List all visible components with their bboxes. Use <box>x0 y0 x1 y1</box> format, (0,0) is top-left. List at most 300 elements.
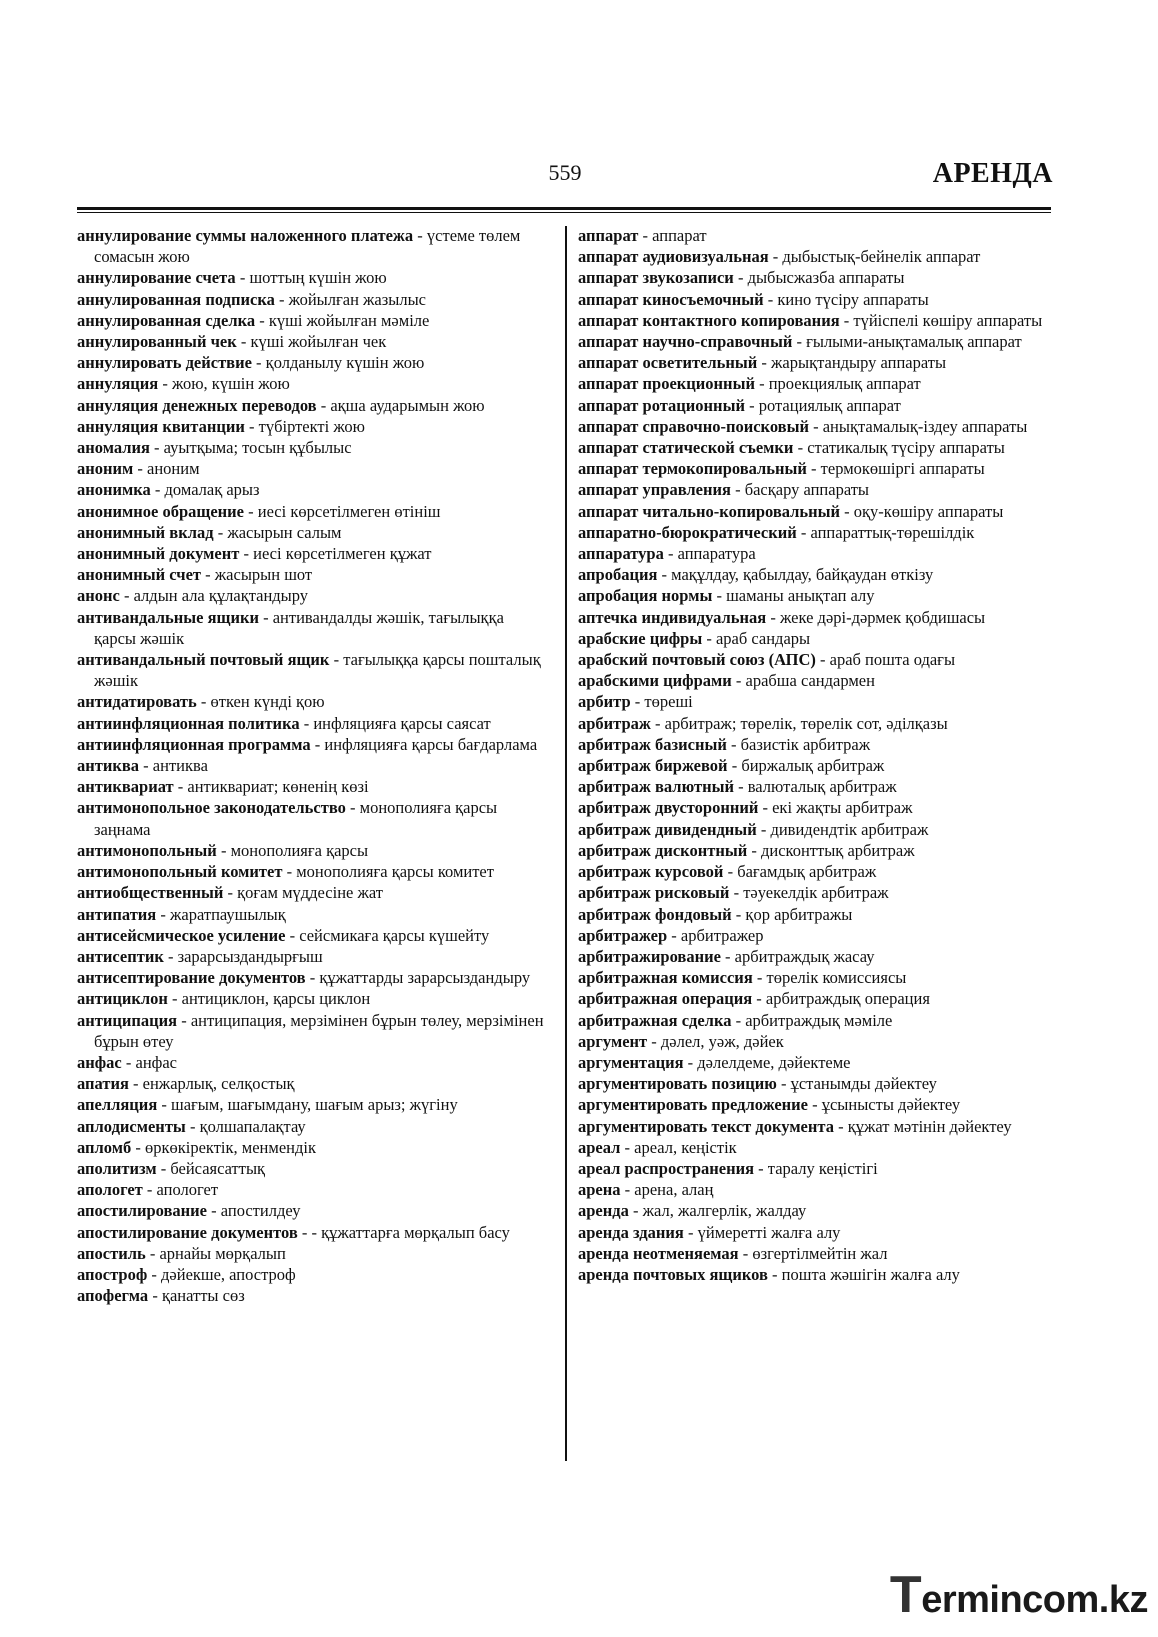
entry-definition: күші жойылған чек <box>250 332 387 352</box>
dictionary-entry <box>77 1264 547 1285</box>
dictionary-entry <box>578 670 1053 691</box>
dictionary-entry <box>578 713 1053 734</box>
entry-term: антисептирование документов <box>77 968 306 988</box>
entry-separator: - <box>630 692 645 712</box>
dictionary-entry <box>77 691 547 712</box>
entry-term: ареал <box>578 1137 621 1157</box>
entry-definition: арбитраж; төрелік, төрелік сот, әділқазы <box>664 713 948 733</box>
entry-separator: - <box>793 438 808 458</box>
dictionary-entry <box>77 1010 547 1052</box>
entry-definition: ауытқыма; тосын құбылыс <box>163 438 352 458</box>
entry-definition: антиква <box>152 756 208 776</box>
entry-term: арабские цифры <box>578 628 703 648</box>
dictionary-entry <box>578 458 1053 479</box>
dictionary-entry <box>77 797 547 839</box>
entry-term: апостроф <box>77 1264 148 1284</box>
entry-definition: оқу-көшіру аппараты <box>853 501 1004 521</box>
entry-term: апостилирование <box>77 1201 208 1221</box>
dictionary-entry <box>77 501 547 522</box>
dictionary-entry <box>77 267 547 288</box>
entry-term: антиквариат <box>77 777 174 797</box>
entry-term: арбитраж дисконтный <box>578 840 748 860</box>
entry-term: арбитражная сделка <box>578 1010 732 1030</box>
dictionary-entry <box>77 1179 547 1200</box>
entry-term: аппарат <box>578 226 639 245</box>
entry-definition: термокөшіргі аппараты <box>820 459 985 479</box>
entry-separator: - <box>815 650 830 670</box>
entry-separator: - <box>712 586 727 606</box>
entry-term: антивандальные ящики <box>77 607 259 627</box>
entry-definition: аппарат <box>652 226 707 245</box>
dictionary-entry <box>77 840 547 861</box>
entry-separator: - <box>731 1010 746 1030</box>
entry-definition: монополияға қарсы заңнама <box>94 798 498 839</box>
entry-term: аппарат управления <box>578 480 731 500</box>
entry-definition: жою, күшін жою <box>171 374 290 394</box>
entry-term: арбитраж базисный <box>578 734 727 754</box>
dictionary-entry <box>77 437 547 458</box>
entry-definition: иесі көрсетілмеген құжат <box>253 544 432 564</box>
entry-term: аппарат ротационный <box>578 395 745 415</box>
dictionary-entry <box>578 946 1053 967</box>
dictionary-entry <box>77 289 547 310</box>
entry-definition: қанатты сөз <box>161 1286 245 1306</box>
entry-definition: ғылыми-анықтамалық аппарат <box>806 332 1022 352</box>
entry-term: арбитраж <box>578 713 651 733</box>
entry-term: антипатия <box>77 904 157 924</box>
entry-separator: - <box>657 565 672 585</box>
entry-separator: - <box>752 989 766 1009</box>
entry-term: арбитражная комиссия <box>578 968 753 988</box>
entry-term: аноним <box>77 459 134 479</box>
entry-separator: - <box>792 332 807 352</box>
dictionary-entry <box>77 543 547 564</box>
dictionary-entry <box>77 904 547 925</box>
dictionary-entry <box>77 395 547 416</box>
entry-separator: - <box>763 289 778 309</box>
dictionary-entry <box>578 267 1053 288</box>
entry-term: аплодисменты <box>77 1116 186 1136</box>
entry-separator: - <box>756 819 771 839</box>
entry-term: антидатировать <box>77 692 197 712</box>
dictionary-entry <box>578 1116 1053 1137</box>
dictionary-entry <box>578 1264 1053 1285</box>
entry-definition: проекциялық аппарат <box>768 374 921 394</box>
entry-definition: тағылыққа қарсы пошталық жәшік <box>94 650 541 691</box>
dictionary-entry <box>578 1158 1053 1179</box>
entry-separator: - <box>213 522 228 542</box>
entry-definition: арбитраждық мәміле <box>745 1010 893 1030</box>
dictionary-entry <box>77 1116 547 1137</box>
entry-separator: - <box>730 480 745 500</box>
entry-definition: құжат мәтінін дәйектеу <box>847 1116 1012 1136</box>
dictionary-entry <box>578 1137 1053 1158</box>
entry-definition: дисконттық арбитраж <box>760 840 915 860</box>
entry-definition: антиквариат; көненің көзі <box>187 777 369 797</box>
dictionary-entry <box>578 1179 1053 1200</box>
entry-separator: - <box>316 395 331 415</box>
entry-term: аренда неотменяемая <box>578 1243 739 1263</box>
entry-separator: - <box>833 1116 848 1136</box>
entry-term: антиципация <box>77 1010 178 1030</box>
entry-separator: - <box>747 840 761 860</box>
dictionary-entry <box>578 1010 1053 1031</box>
entry-term: арбитраж валютный <box>578 777 734 797</box>
entry-term: аренда здания <box>578 1222 684 1242</box>
entry-definition: арена, алаң <box>634 1180 714 1200</box>
header-rule-thin <box>77 212 1051 213</box>
dictionary-entry <box>578 734 1053 755</box>
entry-definition: арбитраждық операция <box>765 989 930 1009</box>
entry-separator: - <box>620 1180 635 1200</box>
dictionary-entry <box>77 882 547 903</box>
entry-separator: - <box>243 501 258 521</box>
entry-separator: - <box>150 480 165 500</box>
dictionary-entry <box>578 649 1053 670</box>
entry-term: анонимка <box>77 480 151 500</box>
entry-term: аппарат справочно-поисковый <box>578 416 809 436</box>
entry-definition: ақша аударымын жою <box>330 395 485 415</box>
entry-definition: қолданылу күшін жою <box>265 353 425 373</box>
entry-separator: - <box>310 734 325 754</box>
dictionary-entry <box>77 564 547 585</box>
entry-definition: араб пошта одағы <box>829 650 956 670</box>
entry-definition: базистік арбитраж <box>740 734 871 754</box>
entry-term: антиобщественный <box>77 883 224 903</box>
dictionary-entry <box>77 1158 547 1179</box>
entry-separator: - <box>305 968 320 988</box>
entry-separator: - <box>173 777 188 797</box>
entry-definition: антиципация, мерзімінен бұрын төлеу, мерзімінен бұрын өтеу <box>94 1010 544 1051</box>
entry-definition: қоғам мүддесіне жат <box>237 883 383 903</box>
dictionary-entry <box>77 352 547 373</box>
entry-term: аргумент <box>578 1031 648 1051</box>
entry-definition: аппараттық-төрешілдік <box>810 522 975 542</box>
dictionary-entry <box>77 1094 547 1115</box>
entry-separator: - <box>297 1222 312 1242</box>
entry-definition: түйіспелі көшіру аппараты <box>853 310 1043 330</box>
dictionary-entry <box>578 776 1053 797</box>
entry-definition: кино түсіру аппараты <box>777 289 929 309</box>
dictionary-entry <box>77 713 547 734</box>
entry-definition: жасырын салым <box>227 522 342 542</box>
entry-definition: - құжаттарға мөрқалып басу <box>311 1222 510 1242</box>
entry-definition: төреші <box>644 692 693 712</box>
entry-definition: бейсаясаттық <box>170 1158 266 1178</box>
entry-term: аннулированный чек <box>77 332 237 352</box>
entry-separator: - <box>258 607 273 627</box>
entry-definition: монополияға қарсы комитет <box>296 862 494 882</box>
dictionary-entry <box>77 734 547 755</box>
entry-term: аннуляция квитанции <box>77 416 245 436</box>
entry-separator: - <box>807 1095 822 1115</box>
entry-separator: - <box>733 777 748 797</box>
entry-separator: - <box>201 565 215 585</box>
entry-separator: - <box>177 1010 191 1030</box>
entry-definition: ареал, кеңістік <box>634 1137 737 1157</box>
entry-separator: - <box>766 607 780 627</box>
entry-definition: дивидендтік арбитраж <box>770 819 929 839</box>
entry-separator: - <box>808 416 823 436</box>
dictionary-entry <box>578 310 1053 331</box>
entry-definition: алдын ала құлақтандыру <box>133 586 309 606</box>
dictionary-entry <box>77 967 547 988</box>
dictionary-entry <box>578 1052 1053 1073</box>
entry-separator: - <box>285 925 300 945</box>
dictionary-entry <box>77 1052 547 1073</box>
entry-definition: дәлелдеме, дәйектеме <box>697 1052 851 1072</box>
entry-separator: - <box>255 310 269 330</box>
entry-separator: - <box>185 1116 200 1136</box>
entry-definition: пошта жәшігін жалға алу <box>781 1264 960 1284</box>
entry-term: арбитраж дивидендный <box>578 819 757 839</box>
entry-definition: анықтамалық-іздеу аппараты <box>822 416 1028 436</box>
dictionary-entry <box>578 1200 1053 1221</box>
dictionary-entry <box>77 585 547 606</box>
entry-separator: - <box>647 1031 661 1051</box>
entry-definition: жасырын шот <box>214 565 313 585</box>
entry-term: анонимный счет <box>77 565 202 585</box>
entry-definition: инфляцияға қарсы бағдарлама <box>324 734 538 754</box>
entry-definition: валюталық арбитраж <box>747 777 897 797</box>
entry-term: арбитраж рисковый <box>578 883 730 903</box>
entry-separator: - <box>149 438 164 458</box>
entry-definition: арбитражер <box>680 925 764 945</box>
entry-term: аннуляция <box>77 374 159 394</box>
entry-separator: - <box>620 1137 635 1157</box>
entry-separator: - <box>723 862 738 882</box>
entry-term: антиинфляционная программа <box>77 734 311 754</box>
entry-definition: аппаратура <box>677 544 756 564</box>
dictionary-entry <box>77 776 547 797</box>
entry-term: аппарат читально-копировальный <box>578 501 841 521</box>
entry-separator: - <box>667 925 681 945</box>
entry-separator: - <box>142 1180 157 1200</box>
entry-term: апробация нормы <box>578 586 713 606</box>
dictionary-entry <box>578 501 1053 522</box>
dictionary-entry <box>578 373 1053 394</box>
dictionary-entry <box>77 310 547 331</box>
entry-separator: - <box>156 904 170 924</box>
entry-definition: мақұлдау, қабылдау, байқаудан өткізу <box>671 565 934 585</box>
dictionary-entry <box>578 1243 1053 1264</box>
entry-separator: - <box>729 883 744 903</box>
entry-separator: - <box>274 289 289 309</box>
entry-definition: биржалық арбитраж <box>741 756 885 776</box>
dictionary-entry <box>77 1073 547 1094</box>
dictionary-entry <box>578 1031 1053 1052</box>
entry-separator: - <box>251 353 266 373</box>
entry-term: апелляция <box>77 1095 158 1115</box>
entry-separator: - <box>738 1243 753 1263</box>
entry-separator: - <box>139 756 153 776</box>
entry-definition: басқару аппараты <box>744 480 870 500</box>
entry-term: аппарат термокопировальный <box>578 459 807 479</box>
dictionary-entry <box>578 1222 1053 1243</box>
entry-term: арбитраж двусторонний <box>578 798 759 818</box>
entry-separator: - <box>244 416 259 436</box>
dictionary-entry <box>578 585 1053 606</box>
entry-term: аппарат осветительный <box>578 353 758 373</box>
dictionary-entry <box>578 522 1053 543</box>
entry-term: арбитражер <box>578 925 668 945</box>
entry-term: аппарат звукозаписи <box>578 268 734 288</box>
entry-separator: - <box>216 840 231 860</box>
dictionary-entry <box>77 479 547 500</box>
entry-definition: иесі көрсетілмеген өтініш <box>257 501 441 521</box>
page-number: 559 <box>548 160 582 185</box>
dictionary-entry <box>77 416 547 437</box>
entry-term: аннулированная сделка <box>77 310 256 330</box>
entry-separator: - <box>119 586 134 606</box>
entry-definition: дыбыстық-бейнелік аппарат <box>782 247 981 267</box>
right-column <box>578 225 1053 1285</box>
dictionary-entry <box>578 289 1053 310</box>
dictionary-entry <box>578 819 1053 840</box>
entry-separator: - <box>754 1158 768 1178</box>
entry-separator: - <box>133 459 148 479</box>
entry-definition: ұстанымды дәйектеу <box>790 1074 937 1094</box>
entry-separator: - <box>744 395 759 415</box>
dictionary-entry <box>77 458 547 479</box>
entry-term: антисейсмическое усиление <box>77 925 286 945</box>
dictionary-entry <box>578 988 1053 1009</box>
entry-separator: - <box>726 734 741 754</box>
entry-definition: төрелік комиссиясы <box>766 968 907 988</box>
entry-definition: инфляцияға қарсы саясат <box>313 713 491 733</box>
entry-definition: үстеме төлем сомасын жою <box>94 226 521 267</box>
entry-separator: - <box>663 544 678 564</box>
entry-separator: - <box>806 459 821 479</box>
dictionary-entry <box>578 225 1053 246</box>
entry-definition: бағамдық арбитраж <box>737 862 877 882</box>
dictionary-entry <box>578 861 1053 882</box>
dictionary-entry <box>77 1243 547 1264</box>
termincom-logo: Termincom.kz <box>889 1566 1148 1624</box>
dictionary-entry <box>77 1285 547 1306</box>
entry-term: аппарат контактного копирования <box>578 310 840 330</box>
dictionary-entry <box>578 691 1053 712</box>
dictionary-entry <box>578 904 1053 925</box>
dictionary-entry <box>77 522 547 543</box>
dictionary-entry <box>77 1200 547 1221</box>
dictionary-entry <box>578 543 1053 564</box>
entry-separator: - <box>121 1052 136 1072</box>
entry-term: аргументировать позицию <box>578 1074 777 1094</box>
dictionary-entry <box>578 1094 1053 1115</box>
entry-term: арабский почтовый союз (АПС) <box>578 650 816 670</box>
entry-separator: - <box>757 353 772 373</box>
entry-term: антиква <box>77 756 140 776</box>
entry-definition: дәйекше, апостроф <box>161 1264 296 1284</box>
entry-term: арена <box>578 1180 621 1200</box>
entry-definition: түбіртекті жою <box>258 416 365 436</box>
entry-separator: - <box>239 544 254 564</box>
entry-definition: енжарлық, селқостық <box>142 1074 295 1094</box>
entry-term: апробация <box>578 565 658 585</box>
entry-definition: апологет <box>156 1180 219 1200</box>
entry-definition: зарарсыздандырғыш <box>177 946 323 966</box>
column-divider <box>565 226 567 1461</box>
entry-definition: антивандалды жәшік, тағылыққа қарсы жәшік <box>94 607 504 648</box>
entry-term: аннулировать действие <box>77 353 252 373</box>
dictionary-entry <box>578 925 1053 946</box>
entry-definition: жеке дәрі-дәрмек қобдишасы <box>779 607 986 627</box>
dictionary-entry <box>77 946 547 967</box>
entry-definition: күші жойылған мәміле <box>268 310 430 330</box>
entry-definition: шаманы анықтап алу <box>726 586 875 606</box>
entry-term: арбитражная операция <box>578 989 753 1009</box>
entry-separator: - <box>223 883 238 903</box>
entry-term: аннулирование суммы наложенного платежа <box>77 226 414 245</box>
entry-definition: өзгертілмейтін жал <box>752 1243 888 1263</box>
dictionary-entry <box>77 373 547 394</box>
entry-definition: қор арбитражы <box>745 904 853 924</box>
entry-separator: - <box>145 1243 160 1263</box>
entry-definition: монополияға қарсы <box>230 840 369 860</box>
entry-definition: анфас <box>135 1052 177 1072</box>
dictionary-entry <box>77 607 547 649</box>
dictionary-entry <box>578 797 1053 818</box>
dictionary-entry <box>578 479 1053 500</box>
entry-separator: - <box>796 522 811 542</box>
entry-definition: шоттың күшін жою <box>249 268 387 288</box>
entry-term: антициклон <box>77 989 168 1009</box>
entry-definition: таралу кеңістігі <box>767 1158 878 1178</box>
entry-separator: - <box>207 1201 221 1221</box>
entry-separator: - <box>167 989 182 1009</box>
entry-term: антисептик <box>77 946 164 966</box>
dictionary-entry <box>77 755 547 776</box>
entry-definition: дәлел, уәж, дәйек <box>660 1031 784 1051</box>
entry-term: арбитраж курсовой <box>578 862 724 882</box>
entry-separator: - <box>299 713 314 733</box>
dictionary-entry <box>578 755 1053 776</box>
entry-definition: антициклон, қарсы циклон <box>181 989 371 1009</box>
entry-term: апостиль <box>77 1243 146 1263</box>
entry-term: арбитраж фондовый <box>578 904 732 924</box>
dictionary-entry <box>77 331 547 352</box>
entry-term: анфас <box>77 1052 122 1072</box>
entry-separator: - <box>702 628 716 648</box>
dictionary-entry <box>578 395 1053 416</box>
entry-term: арбитр <box>578 692 631 712</box>
dictionary-entry <box>77 925 547 946</box>
entry-separator: - <box>776 1074 791 1094</box>
entry-term: аренда <box>578 1201 629 1221</box>
entry-separator: - <box>156 1158 171 1178</box>
entry-separator: - <box>839 310 854 330</box>
entry-term: аргументировать предложение <box>578 1095 808 1115</box>
entry-term: аппаратура <box>578 544 664 564</box>
entry-term: апофегма <box>77 1286 149 1306</box>
entry-definition: өткен күнді қою <box>210 692 325 712</box>
dictionary-entry <box>578 628 1053 649</box>
entry-separator: - <box>131 1137 145 1157</box>
entry-term: апостилирование документов <box>77 1222 298 1242</box>
entry-separator: - <box>148 1286 162 1306</box>
entry-separator: - <box>329 650 344 670</box>
entry-definition: шағым, шағымдану, шағым арыз; жүгіну <box>171 1095 458 1115</box>
entry-separator: - <box>158 374 172 394</box>
entry-definition: үймеретті жалға алу <box>697 1222 841 1242</box>
entry-definition: жаратпаушылық <box>170 904 286 924</box>
entry-separator: - <box>163 946 178 966</box>
entry-separator: - <box>345 798 360 818</box>
entry-term: аппарат аудиовизуальная <box>578 247 769 267</box>
dictionary-entry <box>578 882 1053 903</box>
entry-separator: - <box>758 798 773 818</box>
